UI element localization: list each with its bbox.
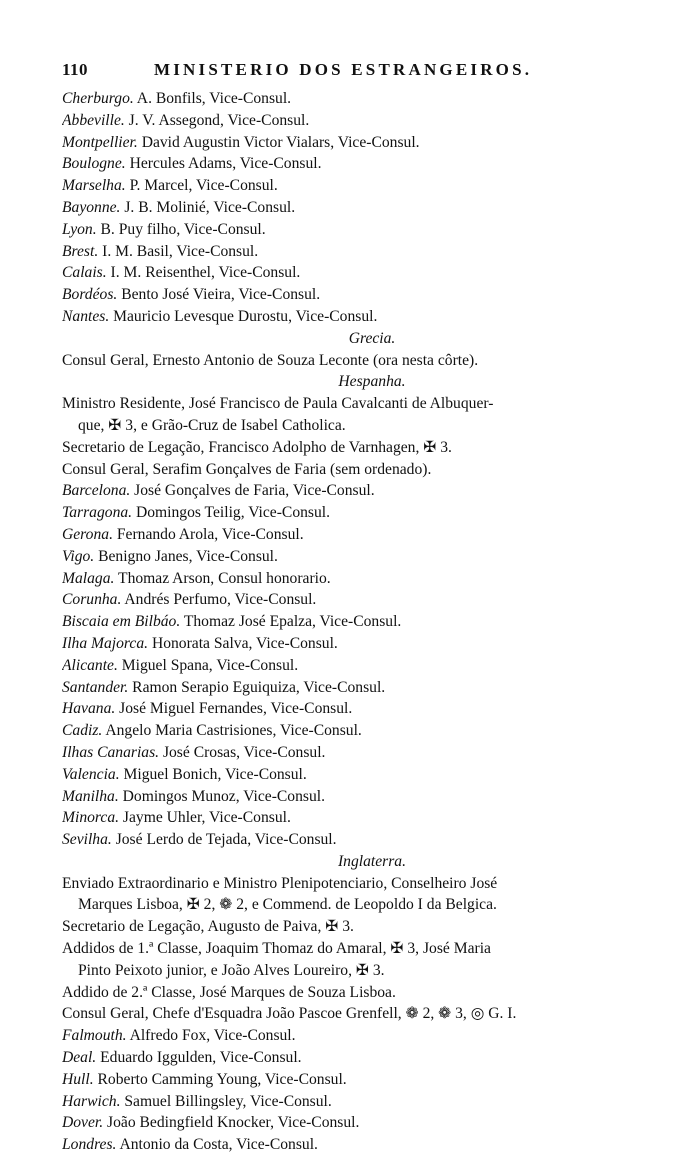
- place-name: Ilha Majorca.: [62, 634, 149, 652]
- place-name: Deal.: [62, 1049, 97, 1067]
- text-line: Ministro Residente, José Francisco de Paula Cavalcanti de Albuquer-: [62, 395, 494, 413]
- entry-text: J. V. Assegond, Vice-Consul.: [124, 111, 310, 129]
- place-name: Biscaia em Bilbáo.: [62, 613, 181, 631]
- consul-entry: [62, 241, 632, 263]
- entry-text: P. Marcel, Vice-Consul.: [125, 177, 278, 195]
- consul-entry: [62, 589, 632, 611]
- place-name: Manilha.: [62, 787, 119, 805]
- consul-entry: [62, 807, 632, 829]
- text-line: Addido de 2.ª Classe, José Marques de Souza Lisboa.: [62, 983, 396, 1001]
- entry-text: Bento José Vieira, Vice-Consul.: [117, 286, 321, 304]
- consul-entry: [62, 88, 632, 110]
- place-name: Calais.: [62, 264, 107, 282]
- entry-text: Thomaz José Epalza, Vice-Consul.: [180, 613, 402, 631]
- place-name: Valencia.: [62, 765, 120, 783]
- text-line: Consul Geral, Serafim Gonçalves de Faria (sem ordenado).: [62, 460, 432, 478]
- place-name: Cadiz.: [62, 722, 103, 740]
- place-name: Brest.: [62, 242, 99, 260]
- place-name: Vigo.: [62, 547, 95, 565]
- entry-text: Benigno Janes, Vice-Consul.: [94, 547, 278, 565]
- place-name: Dover.: [62, 1114, 104, 1132]
- entry-text: J. B. Molinié, Vice-Consul.: [120, 198, 296, 216]
- consul-entry: [62, 197, 632, 219]
- running-head: MINISTERIO DOS ESTRANGEIROS.: [154, 60, 533, 79]
- text-line: Addidos de 1.ª Classe, Joaquim Thomaz do Amaral, ✠ 3, José Maria: [62, 940, 491, 958]
- consul-entry: [62, 633, 632, 655]
- entry-text: Alfredo Fox, Vice-Consul.: [126, 1027, 296, 1045]
- place-name: Malaga.: [62, 569, 115, 587]
- text-line: Consul Geral, Chefe d'Esquadra João Pascoe Grenfell, ❁ 2, ❁ 3, ◎ G. I.: [62, 1005, 517, 1023]
- entry-text: José Lerdo de Tejada, Vice-Consul.: [111, 831, 337, 849]
- entry-text: Miguel Spana, Vice-Consul.: [117, 656, 299, 674]
- entry-text: Ramon Serapio Eguiquiza, Vice-Consul.: [128, 678, 386, 696]
- entry-text: Miguel Bonich, Vice-Consul.: [119, 765, 307, 783]
- consul-entry: [62, 1112, 632, 1134]
- consul-entry: [62, 655, 632, 677]
- place-name: Corunha.: [62, 591, 122, 609]
- consul-entry: [62, 1047, 632, 1069]
- consul-entry: [62, 1025, 632, 1047]
- place-name: Falmouth.: [62, 1027, 127, 1045]
- place-name: Bordéos.: [62, 286, 118, 304]
- entry-text: João Bedingfield Knocker, Vice-Consul.: [103, 1114, 360, 1132]
- entry-text: B. Puy filho, Vice-Consul.: [96, 220, 266, 238]
- consul-entry: [62, 742, 632, 764]
- place-name: Montpellier.: [62, 133, 138, 151]
- place-name: Hull.: [62, 1070, 94, 1088]
- entry-text: Fernando Arola, Vice-Consul.: [112, 525, 304, 543]
- entry-text: Roberto Camming Young, Vice-Consul.: [93, 1070, 347, 1088]
- entry-text: Hercules Adams, Vice-Consul.: [125, 155, 322, 173]
- place-name: Abbeville.: [62, 111, 125, 129]
- place-name: Lyon.: [62, 220, 97, 238]
- place-name: Bayonne.: [62, 198, 121, 216]
- place-name: Alicante.: [62, 656, 118, 674]
- entry-text: José Gonçalves de Faria, Vice-Consul.: [130, 482, 375, 500]
- consul-entry: [62, 829, 632, 851]
- place-name: Sevilha.: [62, 831, 112, 849]
- entry-text: Domingos Munoz, Vice-Consul.: [118, 787, 326, 805]
- continuation-line: Marques Lisboa, ✠ 2, ❁ 2, e Commend. de Leopoldo I da Belgica.: [78, 896, 497, 914]
- consul-entry: [62, 568, 632, 590]
- page-body: [62, 88, 632, 1156]
- consul-entry: [62, 524, 632, 546]
- text-line: Consul Geral, Ernesto Antonio de Souza Leconte (ora nesta côrte).: [62, 351, 479, 369]
- place-name: Havana.: [62, 700, 116, 718]
- entry-text: José Crosas, Vice-Consul.: [159, 743, 326, 761]
- consul-entry: [62, 480, 632, 502]
- consul-entry: [62, 1091, 632, 1113]
- consul-entry: [62, 546, 632, 568]
- entry-text: A. Bonfils, Vice-Consul.: [133, 90, 292, 107]
- entry-text: I. M. Reisenthel, Vice-Consul.: [106, 264, 301, 282]
- page-number: 110: [62, 60, 89, 79]
- text-line: Enviado Extraordinario e Ministro Plenipotenciario, Conselheiro José: [62, 874, 498, 892]
- entry-text: Antonio da Costa, Vice-Consul.: [116, 1136, 318, 1154]
- consul-entry: [62, 110, 632, 132]
- entry-text: Domingos Teilig, Vice-Consul.: [132, 504, 331, 522]
- section-heading: Inglaterra.: [337, 852, 406, 870]
- place-name: Harwich.: [62, 1092, 121, 1110]
- entry-text: Honorata Salva, Vice-Consul.: [148, 634, 338, 652]
- place-name: Boulogne.: [62, 155, 126, 173]
- consul-entry: [62, 175, 632, 197]
- place-name: Santander.: [62, 678, 129, 696]
- entry-text: Andrés Perfumo, Vice-Consul.: [121, 591, 317, 609]
- consul-entry: [62, 284, 632, 306]
- place-name: Cherburgo.: [62, 90, 134, 107]
- place-name: Gerona.: [62, 525, 113, 543]
- consul-entry: [62, 306, 632, 328]
- entry-text: David Augustin Victor Vialars, Vice-Consul.: [137, 133, 420, 151]
- entry-text: Mauricio Levesque Durostu, Vice-Consul.: [109, 307, 378, 325]
- consul-entry: [62, 698, 632, 720]
- page-header: [62, 60, 650, 88]
- consul-entry: [62, 219, 632, 241]
- consul-entry: [62, 786, 632, 808]
- entry-text: Eduardo Iggulden, Vice-Consul.: [96, 1049, 302, 1067]
- consul-entry: [62, 132, 632, 154]
- place-name: Minorca.: [62, 809, 120, 827]
- consul-entry: [62, 153, 632, 175]
- consul-entry: [62, 262, 632, 284]
- entry-text: I. M. Basil, Vice-Consul.: [98, 242, 259, 260]
- entry-text: Thomaz Arson, Consul honorario.: [114, 569, 331, 587]
- entry-text: Jayme Uhler, Vice-Consul.: [119, 809, 291, 827]
- text-line: Secretario de Legação, Francisco Adolpho de Varnhagen, ✠ 3.: [62, 438, 452, 456]
- place-name: Barcelona.: [62, 482, 131, 500]
- consul-entry: [62, 502, 632, 524]
- consul-entry: [62, 611, 632, 633]
- continuation-line: Pinto Peixoto junior, e João Alves Loureiro, ✠ 3.: [78, 961, 385, 979]
- entry-text: Angelo Maria Castrisiones, Vice-Consul.: [102, 722, 362, 740]
- text-line: Secretario de Legação, Augusto de Paiva, ✠ 3.: [62, 918, 354, 936]
- consul-entry: [62, 677, 632, 699]
- place-name: Londres.: [62, 1136, 117, 1154]
- section-heading: Hespanha.: [338, 373, 406, 391]
- consul-entry: [62, 764, 632, 786]
- consul-entry: [62, 1069, 632, 1091]
- entry-text: Samuel Billingsley, Vice-Consul.: [120, 1092, 332, 1110]
- place-name: Tarragona.: [62, 504, 133, 522]
- consul-entry: [62, 1134, 632, 1156]
- entry-text: José Miguel Fernandes, Vice-Consul.: [115, 700, 353, 718]
- place-name: Nantes.: [62, 307, 110, 325]
- consul-entry: [62, 720, 632, 742]
- section-heading: Grecia.: [348, 329, 396, 347]
- continuation-line: que, ✠ 3, e Grão-Cruz de Isabel Catholica.: [78, 416, 346, 434]
- place-name: Marselha.: [62, 177, 126, 195]
- place-name: Ilhas Canarias.: [62, 743, 160, 761]
